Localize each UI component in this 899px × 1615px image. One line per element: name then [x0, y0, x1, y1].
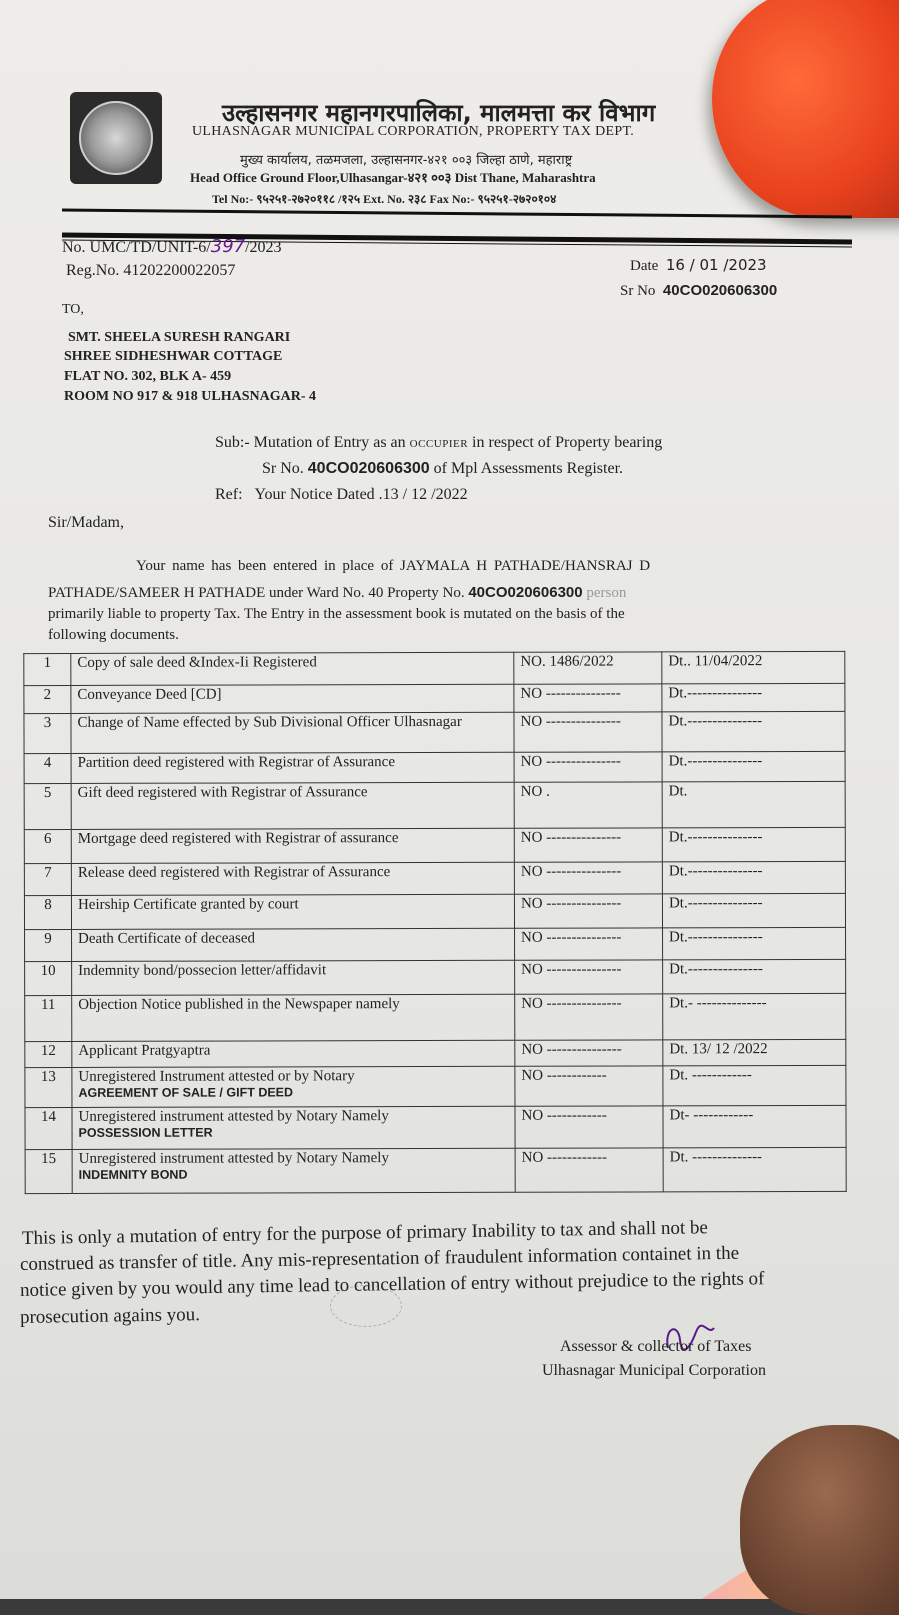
document-date: Dt. 13/ 12 /2022 [663, 1039, 846, 1065]
document-date: Dt.--------------- [662, 827, 845, 861]
document-ref-number: NO ------------ [515, 1066, 663, 1106]
document-date: Dt.- -------------- [663, 993, 846, 1039]
document-row [24, 711, 845, 753]
faded-stamp [330, 1285, 402, 1327]
document-row-number: 12 [25, 1041, 72, 1067]
footer-line-2: construed as transfer of title. Any mis-representation of fraudulent information containet in the [19, 1242, 740, 1275]
address-line-4: ROOM NO 917 & 918 ULHASNAGAR- 4 [64, 389, 316, 404]
document-row [25, 993, 846, 1041]
document-date: Dt.--------------- [662, 861, 845, 893]
header-marathi-title: उल्हासनगर महानगरपालिका, मालमत्ता कर विभाग [222, 99, 656, 127]
document-row [24, 827, 845, 863]
document-name-cell [72, 960, 515, 995]
municipal-emblem-icon [70, 92, 162, 184]
document-ref-number: NO --------------- [514, 752, 662, 782]
document-ref-number: NO --------------- [514, 862, 662, 894]
serial-number: Sr No 40CO020606300 [620, 282, 778, 299]
document-name-cell [72, 1148, 515, 1193]
recipient-name: SMT. SHEELA SURESH RANGARI [68, 330, 291, 345]
document-row-number: 14 [25, 1107, 72, 1149]
document-name-cell [72, 1106, 515, 1149]
document-name-cell [72, 1066, 515, 1107]
document-row [25, 959, 846, 995]
document-ref-number: NO --------------- [514, 894, 662, 928]
body-line-2: PATHADE/SAMEER H PATHADE under Ward No. 40 Property No. 40CO020606300 person [48, 584, 627, 601]
document-name: Release deed registered with Registrar of Assurance [77, 864, 391, 881]
document-ref-number: NO . [514, 782, 662, 828]
document-note: AGREEMENT OF SALE / GIFT DEED [78, 1085, 294, 1100]
document-row [24, 751, 845, 783]
document-date: Dt- ------------ [663, 1105, 846, 1147]
document-ref-number: NO --------------- [514, 712, 662, 752]
document-row-number: 13 [25, 1067, 72, 1107]
document-row [24, 893, 845, 929]
document-row [24, 683, 845, 713]
header-marathi-address: मुख्य कार्यालय, तळमजला, उल्हासनगर-४२१ ००३ जिल्हा ठाणे, महाराष्ट्र [240, 153, 573, 168]
document-row-number: 7 [24, 863, 71, 895]
document-ref-number: NO ------------ [515, 1106, 663, 1148]
document-row [24, 651, 845, 685]
header-english-title: ULHASNAGAR MUNICIPAL CORPORATION, PROPERTY TAX DEPT. [192, 124, 635, 139]
body-line-4: following documents. [48, 627, 179, 643]
letter-date: Date 16 / 01 /2023 [630, 256, 767, 274]
documents-table [23, 651, 846, 1194]
document-ref-number: NO --------------- [515, 928, 663, 960]
document-date: Dt.--------------- [662, 751, 845, 781]
document-row-number: 8 [24, 895, 71, 929]
document-row-number: 5 [24, 783, 71, 829]
document-name-cell [72, 994, 515, 1041]
document-date: Dt. ------------ [663, 1065, 846, 1105]
document-name: Partition deed registered with Registrar of Assurance [77, 754, 396, 771]
document-row-number: 6 [24, 829, 71, 863]
registration-number: Reg.No. 41202200022057 [66, 262, 236, 279]
document-row [25, 1039, 846, 1067]
document-date: Dt.. 11/04/2022 [662, 651, 845, 683]
address-to: TO, [62, 302, 84, 317]
document-name-cell [71, 782, 514, 829]
document-name-cell [71, 712, 514, 753]
footer-line-1: This is only a mutation of entry for the purpose of primary Inability to tax and shall not be [21, 1217, 709, 1249]
document-name-cell [71, 752, 514, 783]
salutation: Sir/Madam, [48, 514, 124, 531]
subject-serial: Sr No. 40CO020606300 of Mpl Assessments Register. [262, 460, 624, 477]
document-ref-number: NO ------------ [515, 1148, 663, 1192]
document-name-cell [72, 928, 515, 961]
document-name: Heirship Certificate granted by court [77, 896, 299, 913]
document-name: Mortgage deed registered with Registrar of assurance [77, 830, 399, 847]
document-name: Indemnity bond/possecion letter/affidavit [78, 962, 327, 979]
document-name: Unregistered Instrument attested or by Notary [78, 1068, 355, 1085]
document-row-number: 4 [24, 753, 71, 783]
document-name: Unregistered instrument attested by Notary Namely [78, 1150, 389, 1167]
address-line-2: SHREE SIDHESHWAR COTTAGE [64, 349, 283, 364]
subject-line: Sub:- Mutation of Entry as an OCCUPIER in respect of Property bearing [215, 434, 663, 451]
footer-line-3: notice given by you would any time lead to cancellation of entry without prejudice to the rights of [19, 1268, 765, 1301]
document-name: Applicant Pratgyaptra [78, 1042, 211, 1059]
document-row [25, 1147, 846, 1193]
document-name: Copy of sale deed &Index-Ii Registered [77, 654, 317, 671]
body-line-3: primarily liable to property Tax. The Entry in the assessment book is mutated on the basis of the [48, 606, 625, 622]
document-date: Dt.--------------- [662, 683, 845, 711]
document-name-cell [72, 1040, 515, 1067]
document-ref-number: NO --------------- [515, 960, 663, 994]
document-date: Dt.--------------- [663, 927, 846, 959]
document-note: POSSESSION LETTER [78, 1125, 213, 1140]
document-date: Dt.--------------- [662, 893, 845, 927]
header-head-office: Head Office Ground Floor,Ulhasangar-४२१ ००३ Dist Thane, Maharashtra [190, 170, 596, 185]
document-ref-number: NO --------------- [515, 1040, 663, 1066]
document-name: Gift deed registered with Registrar of Assurance [77, 784, 368, 801]
address-line-3: FLAT NO. 302, BLK A- 459 [64, 369, 232, 384]
document-row [24, 861, 845, 895]
document-ref-number: NO --------------- [514, 684, 662, 712]
document-date: Dt. [662, 781, 845, 827]
signatory-organization: Ulhasnagar Municipal Corporation [542, 1362, 766, 1379]
document-date: Dt. -------------- [663, 1147, 846, 1191]
document-row-number: 10 [25, 961, 72, 995]
document-row [25, 927, 846, 961]
footer-line-4: prosecution agains you. [19, 1304, 201, 1328]
document-name-cell [71, 894, 514, 929]
document-row-number: 15 [25, 1149, 72, 1193]
document-date: Dt.--------------- [663, 959, 846, 993]
document-ref-number: NO --------------- [514, 828, 662, 862]
document-name: Change of Name effected by Sub Divisional Officer Ulhasnagar [77, 713, 462, 731]
document-row [25, 1065, 846, 1107]
document-name-cell [71, 652, 514, 685]
document-name-cell [71, 684, 514, 713]
document-date: Dt.--------------- [662, 711, 845, 751]
document-row-number: 11 [25, 995, 72, 1041]
document-name-cell [71, 828, 514, 863]
document-row-number: 3 [24, 713, 71, 753]
document-name-cell [71, 862, 514, 895]
letter-number: No. UMC/TD/UNIT-6/397/2023 [62, 236, 282, 257]
document-note: INDEMNITY BOND [78, 1167, 188, 1182]
document-row-number: 9 [25, 929, 72, 961]
document-name: Objection Notice published in the Newspaper namely [78, 996, 400, 1013]
document-row-number: 2 [24, 685, 71, 713]
signatory-title: Assessor & collector of Taxes [560, 1338, 752, 1355]
document-name: Death Certificate of deceased [78, 930, 256, 947]
header-telephone: Tel No:- ९५२५१-२७२०११८ /१२५ Ext. No. २३८ Fax No:- ९५२५१-२७२०१०४ [212, 192, 557, 206]
document-row [25, 1105, 846, 1149]
document-name: Unregistered instrument attested by Notary Namely [78, 1108, 389, 1125]
document-ref-number: NO --------------- [515, 994, 663, 1040]
document-name: Conveyance Deed [CD] [77, 686, 222, 703]
reference-line: Ref: Your Notice Dated .13 / 12 /2022 [215, 486, 468, 503]
document-row [24, 781, 845, 829]
document-row-number: 1 [24, 653, 71, 685]
document-ref-number: NO. 1486/2022 [514, 652, 662, 684]
body-line-1: Your name has been entered in place of JAYMALA H PATHADE/HANSRAJ D [136, 558, 651, 574]
